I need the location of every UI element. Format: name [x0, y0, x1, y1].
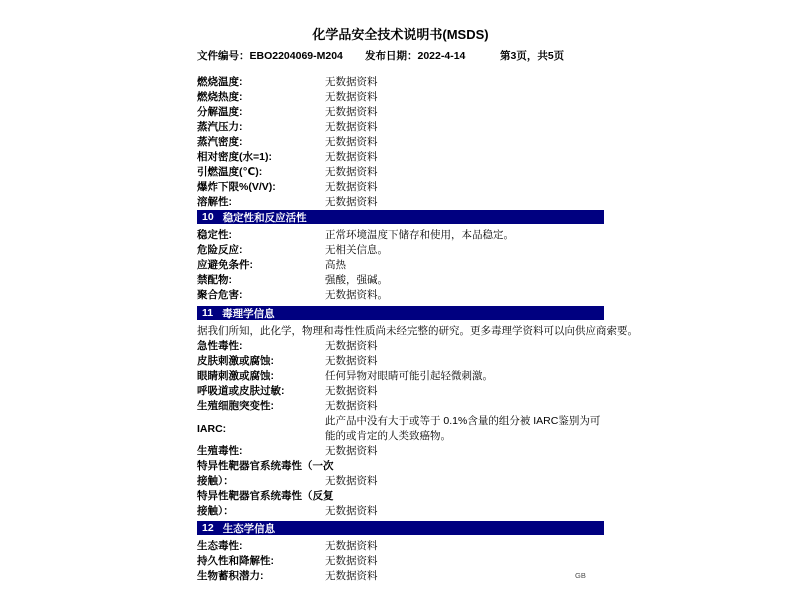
property-label: 生殖毒性: — [197, 445, 243, 457]
property-value: 无数据资料 — [325, 106, 378, 118]
property-value: 无数据资料 — [325, 181, 378, 193]
meta-page-info: 第3页，共5页 — [500, 50, 565, 62]
property-row — [197, 399, 604, 414]
property-label: 聚合危害: — [197, 289, 243, 301]
property-label: 分解温度: — [197, 106, 243, 118]
property-label: 急性毒性: — [197, 340, 243, 352]
property-row — [197, 273, 604, 288]
property-row — [197, 195, 604, 210]
property-label: 爆炸下限%(V/V): — [197, 181, 276, 193]
property-row — [197, 258, 604, 273]
property-value: 无数据资料 — [325, 445, 378, 457]
property-row — [197, 384, 604, 399]
property-label-line2: 接触）： — [197, 475, 234, 487]
property-value: 无数据资料 — [325, 136, 378, 148]
property-value: 无数据资料 — [325, 570, 378, 582]
property-value: 无数据资料 — [325, 540, 378, 552]
document-meta-row — [197, 48, 604, 61]
property-label: 危险反应: — [197, 244, 243, 256]
meta-file-label: 文件编号： — [197, 50, 250, 62]
property-row-stot-single — [197, 459, 604, 489]
property-row — [197, 554, 604, 569]
property-value: 无数据资料 — [325, 555, 378, 567]
property-row — [197, 135, 604, 150]
property-row-stot-repeated — [197, 489, 604, 519]
section-number: 10 — [202, 211, 214, 223]
property-label: 蒸汽压力: — [197, 121, 243, 133]
property-label: 皮肤刺激或腐蚀: — [197, 355, 274, 367]
property-value: 无数据资料 — [325, 355, 378, 367]
section-number: 12 — [202, 522, 214, 534]
property-label: 应避免条件: — [197, 259, 253, 271]
meta-date-value: 2022-4-14 — [417, 50, 466, 62]
document-title: 化学品安全技术说明书(MSDS) — [312, 27, 489, 42]
property-value: 无数据资料 — [325, 340, 378, 352]
property-label: 蒸汽密度: — [197, 136, 243, 148]
property-label: 引燃温度(℃): — [197, 166, 263, 178]
property-value: 无数据资料 — [325, 400, 378, 412]
property-row-iarc — [197, 414, 604, 444]
property-row — [197, 150, 604, 165]
property-label-line1: 特异性靶器官系统毒性（反复 — [197, 490, 334, 502]
property-label: 生物蓄积潜力: — [197, 570, 264, 582]
property-value: 此产品中没有大于或等于 0.1%含量的组分被 IARC鉴别为可能的或肯定的人类致癌物。 — [325, 415, 601, 442]
property-row — [197, 539, 604, 554]
property-label: 稳定性: — [197, 229, 232, 241]
property-row — [197, 354, 604, 369]
property-value: 无数据资料 — [325, 76, 378, 88]
section-title: 毒理学信息 — [222, 307, 275, 320]
meta-file-number — [197, 48, 343, 63]
property-value: 无数据资料 — [325, 166, 378, 178]
toxicology-intro-text: 据我们所知，此化学，物理和毒性性质尚未经完整的研究。更多毒理学资料可以向供应商索要。 — [197, 325, 638, 337]
section-toxicology-rows — [197, 324, 638, 519]
property-label-line1: 特异性靶器官系统毒性（一次 — [197, 460, 334, 472]
property-row — [197, 243, 604, 258]
property-value: 无数据资料 — [325, 196, 378, 208]
property-value: 无相关信息。 — [325, 244, 388, 256]
property-value: 无数据资料 — [325, 91, 378, 103]
property-row — [197, 90, 604, 105]
property-value: 无数据资料 — [325, 121, 378, 133]
meta-issue-date — [365, 48, 465, 63]
meta-date-label: 发布日期： — [365, 50, 418, 62]
section-title: 生态学信息 — [222, 522, 276, 535]
property-row — [197, 369, 604, 384]
section-stability-rows — [197, 228, 604, 303]
property-row — [197, 180, 604, 195]
property-label: 持久性和降解性: — [197, 555, 274, 567]
property-value: 无数据资料 — [325, 385, 378, 397]
property-row — [197, 288, 604, 303]
section-title: 稳定性和反应活性 — [222, 211, 307, 224]
property-value: 无数据资料 — [325, 151, 378, 163]
property-label: 燃烧热度: — [197, 91, 243, 103]
property-row — [197, 75, 604, 90]
property-label: 禁配物: — [197, 274, 232, 286]
property-label: IARC: — [197, 423, 227, 435]
property-row — [197, 339, 604, 354]
property-value: 高热 — [325, 259, 346, 271]
section-number: 11 — [202, 307, 214, 319]
property-row — [197, 569, 604, 584]
footer-standard-code: GB — [575, 571, 586, 580]
property-row — [197, 105, 604, 120]
physical-properties-list — [197, 75, 604, 210]
section-ecology-rows — [197, 539, 604, 584]
property-value: 任何异物对眼睛可能引起轻微刺激。 — [325, 370, 493, 382]
property-value: 无数据资料。 — [325, 289, 388, 301]
section-header-toxicology — [197, 306, 604, 320]
property-label: 眼睛刺激或腐蚀: — [197, 370, 274, 382]
document-content — [197, 0, 638, 584]
property-label: 相对密度(水=1): — [197, 151, 272, 163]
property-row — [197, 228, 604, 243]
property-row — [197, 165, 604, 180]
property-value: 无数据资料 — [325, 505, 378, 517]
property-row — [197, 444, 604, 459]
property-label: 溶解性: — [197, 196, 232, 208]
property-label: 生态毒性: — [197, 540, 243, 552]
section-header-ecology — [197, 521, 604, 535]
property-value: 无数据资料 — [325, 475, 378, 487]
property-label-line2: 接触）： — [197, 505, 234, 517]
section-header-stability — [197, 210, 604, 224]
property-value: 正常环境温度下储存和使用，本品稳定。 — [325, 229, 514, 241]
property-label: 生殖细胞突变性: — [197, 400, 274, 412]
meta-file-value: EBO2204069-M204 — [249, 50, 343, 62]
property-value: 强酸，强碱。 — [325, 274, 388, 286]
property-row — [197, 120, 604, 135]
property-label: 呼吸道或皮肤过敏: — [197, 385, 285, 397]
property-label: 燃烧温度: — [197, 76, 243, 88]
